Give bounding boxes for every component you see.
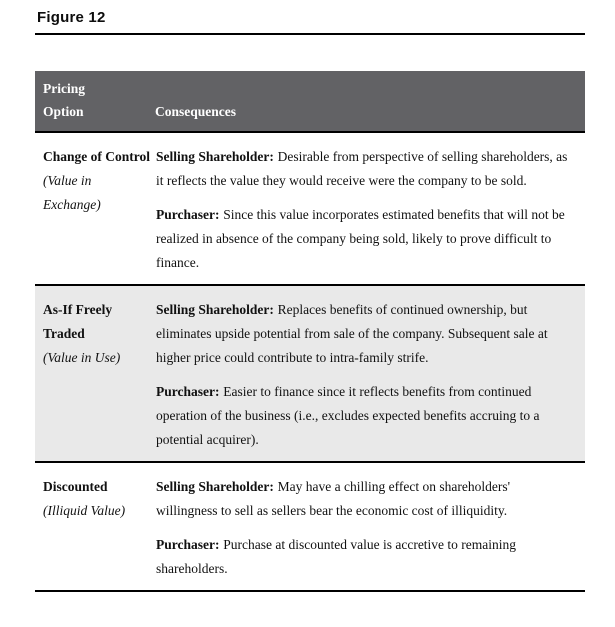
header-pricing-option-label: Pricing Option	[43, 81, 85, 119]
consequence-paragraph	[156, 533, 569, 581]
header-cell-pricing-option	[35, 71, 155, 132]
option-cell	[35, 132, 155, 285]
paragraph-lead: Selling Shareholder:	[156, 302, 274, 317]
consequence-paragraph	[156, 145, 569, 193]
option-name: Discounted	[43, 479, 108, 494]
header-consequences-label: Consequences	[155, 104, 237, 119]
figure-title-rule	[35, 33, 585, 35]
option-cell	[35, 462, 155, 591]
consequence-paragraph	[156, 298, 569, 370]
consequence-paragraph	[156, 380, 569, 452]
paragraph-lead: Purchaser:	[156, 207, 220, 222]
option-note: (Illiquid Value)	[43, 503, 126, 518]
paragraph-text: Purchase at discounted value is accretive to remaining shareholders.	[156, 537, 517, 576]
paragraph-lead: Purchaser:	[156, 384, 220, 399]
paragraph-lead: Selling Shareholder:	[156, 479, 274, 494]
option-cell	[35, 285, 155, 462]
consequence-paragraph	[156, 475, 569, 523]
header-cell-consequences	[155, 71, 585, 132]
table-row-discounted	[35, 462, 585, 591]
option-name: Change of Control	[43, 149, 151, 164]
consequences-cell	[155, 462, 585, 591]
table-header-row	[35, 71, 585, 132]
paragraph-lead: Purchaser:	[156, 537, 220, 552]
paragraph-lead: Selling Shareholder:	[156, 149, 274, 164]
consequences-cell	[155, 132, 585, 285]
consequences-cell	[155, 285, 585, 462]
consequence-paragraph	[156, 203, 569, 275]
paragraph-text: Easier to finance since it reflects benefits from continued operation of the business (i.e., excludes expected benefits accruing to a potential acquirer).	[156, 384, 540, 447]
figure-label: Figure 12	[37, 9, 106, 26]
figure-page	[0, 9, 615, 592]
table-row-change-of-control	[35, 132, 585, 285]
option-note: (Value in Use)	[43, 350, 121, 365]
paragraph-text: Replaces benefits of continued ownership, but eliminates upside potential from sale of the company. Subsequent sale at higher price could contribute to intra-family strife.	[156, 302, 548, 365]
pricing-options-table	[35, 71, 585, 592]
paragraph-text: Desirable from perspective of selling shareholders, as it reflects the value they would receive were the company to be sold.	[156, 149, 568, 188]
paragraph-text: May have a chilling effect on shareholders' willingness to sell as sellers bear the economic cost of illiquidity.	[156, 479, 511, 518]
option-name: As-If Freely Traded	[43, 302, 113, 341]
table-row-as-if-freely-traded	[35, 285, 585, 462]
option-note: (Value in Exchange)	[43, 173, 101, 212]
paragraph-text: Since this value incorporates estimated benefits that will not be realized in absence of the company being sold, likely to prove difficult to finance.	[156, 207, 565, 270]
